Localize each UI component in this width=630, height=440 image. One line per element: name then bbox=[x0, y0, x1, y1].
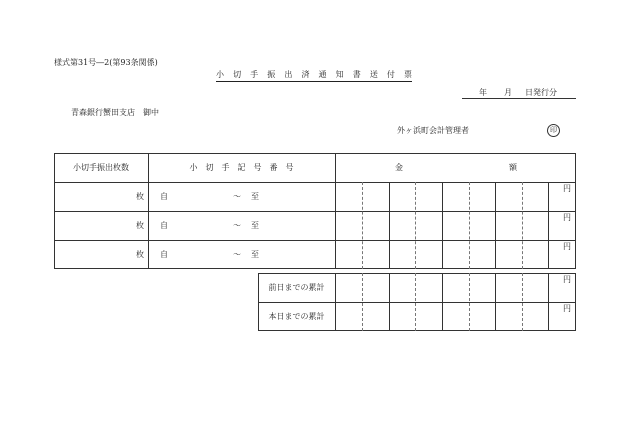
total-today-yen: 円 bbox=[563, 304, 571, 313]
digit-line bbox=[548, 182, 549, 269]
totals-col-line bbox=[335, 273, 336, 331]
header-count: 小切手振出枚数 bbox=[73, 163, 129, 172]
digit-line bbox=[415, 182, 416, 269]
header-amount-left: 金 bbox=[395, 163, 403, 172]
date-year-label: 年 bbox=[479, 88, 487, 97]
total-previous-label: 前日までの累計 bbox=[268, 283, 325, 292]
total-today-label: 本日までの累計 bbox=[268, 312, 325, 321]
date-day-label: 日発行分 bbox=[525, 88, 557, 97]
digit-line bbox=[495, 182, 496, 269]
header-amount-right: 額 bbox=[509, 163, 517, 172]
row1-count-unit: 枚 bbox=[136, 192, 144, 201]
row3-yen: 円 bbox=[563, 242, 571, 251]
row1-tilde: ～ bbox=[233, 192, 241, 201]
date-month-label: 月 bbox=[504, 88, 512, 97]
seal-mark: 印 bbox=[547, 124, 560, 137]
digit-line bbox=[362, 182, 363, 269]
row1-to: 至 bbox=[251, 192, 259, 201]
totals-digit-line bbox=[389, 273, 390, 331]
row3-from: 自 bbox=[160, 250, 168, 259]
row-line bbox=[54, 240, 576, 241]
total-previous-yen: 円 bbox=[563, 275, 571, 284]
header-number: 小 切 手 記 号 番 号 bbox=[189, 163, 294, 172]
row3-tilde: ～ bbox=[233, 250, 241, 259]
totals-digit-line bbox=[415, 273, 416, 331]
row2-to: 至 bbox=[251, 221, 259, 230]
digit-line bbox=[522, 182, 523, 269]
row2-count-unit: 枚 bbox=[136, 221, 144, 230]
digit-line bbox=[442, 182, 443, 269]
row3-count-unit: 枚 bbox=[136, 250, 144, 259]
issuer: 外ヶ浜町会計管理者 bbox=[397, 126, 469, 135]
totals-digit-line bbox=[548, 273, 549, 331]
totals-digit-line bbox=[495, 273, 496, 331]
row-line bbox=[54, 211, 576, 212]
date-underline bbox=[462, 98, 576, 99]
row2-yen: 円 bbox=[563, 213, 571, 222]
row3-to: 至 bbox=[251, 250, 259, 259]
totals-digit-line bbox=[442, 273, 443, 331]
form-code: 様式第31号―2(第93条関係) bbox=[54, 58, 158, 67]
row1-yen: 円 bbox=[563, 184, 571, 193]
row2-tilde: ～ bbox=[233, 221, 241, 230]
addressee: 青森銀行蟹田支店 御中 bbox=[71, 108, 159, 117]
digit-line bbox=[469, 182, 470, 269]
row1-from: 自 bbox=[160, 192, 168, 201]
totals-row-line bbox=[258, 302, 576, 303]
col-line bbox=[335, 153, 336, 269]
totals-digit-line bbox=[469, 273, 470, 331]
totals-digit-line bbox=[362, 273, 363, 331]
row-line bbox=[54, 182, 576, 183]
row2-from: 自 bbox=[160, 221, 168, 230]
form-title: 小切手振出済通知書送付票 bbox=[216, 70, 412, 82]
digit-line bbox=[389, 182, 390, 269]
totals-digit-line bbox=[522, 273, 523, 331]
